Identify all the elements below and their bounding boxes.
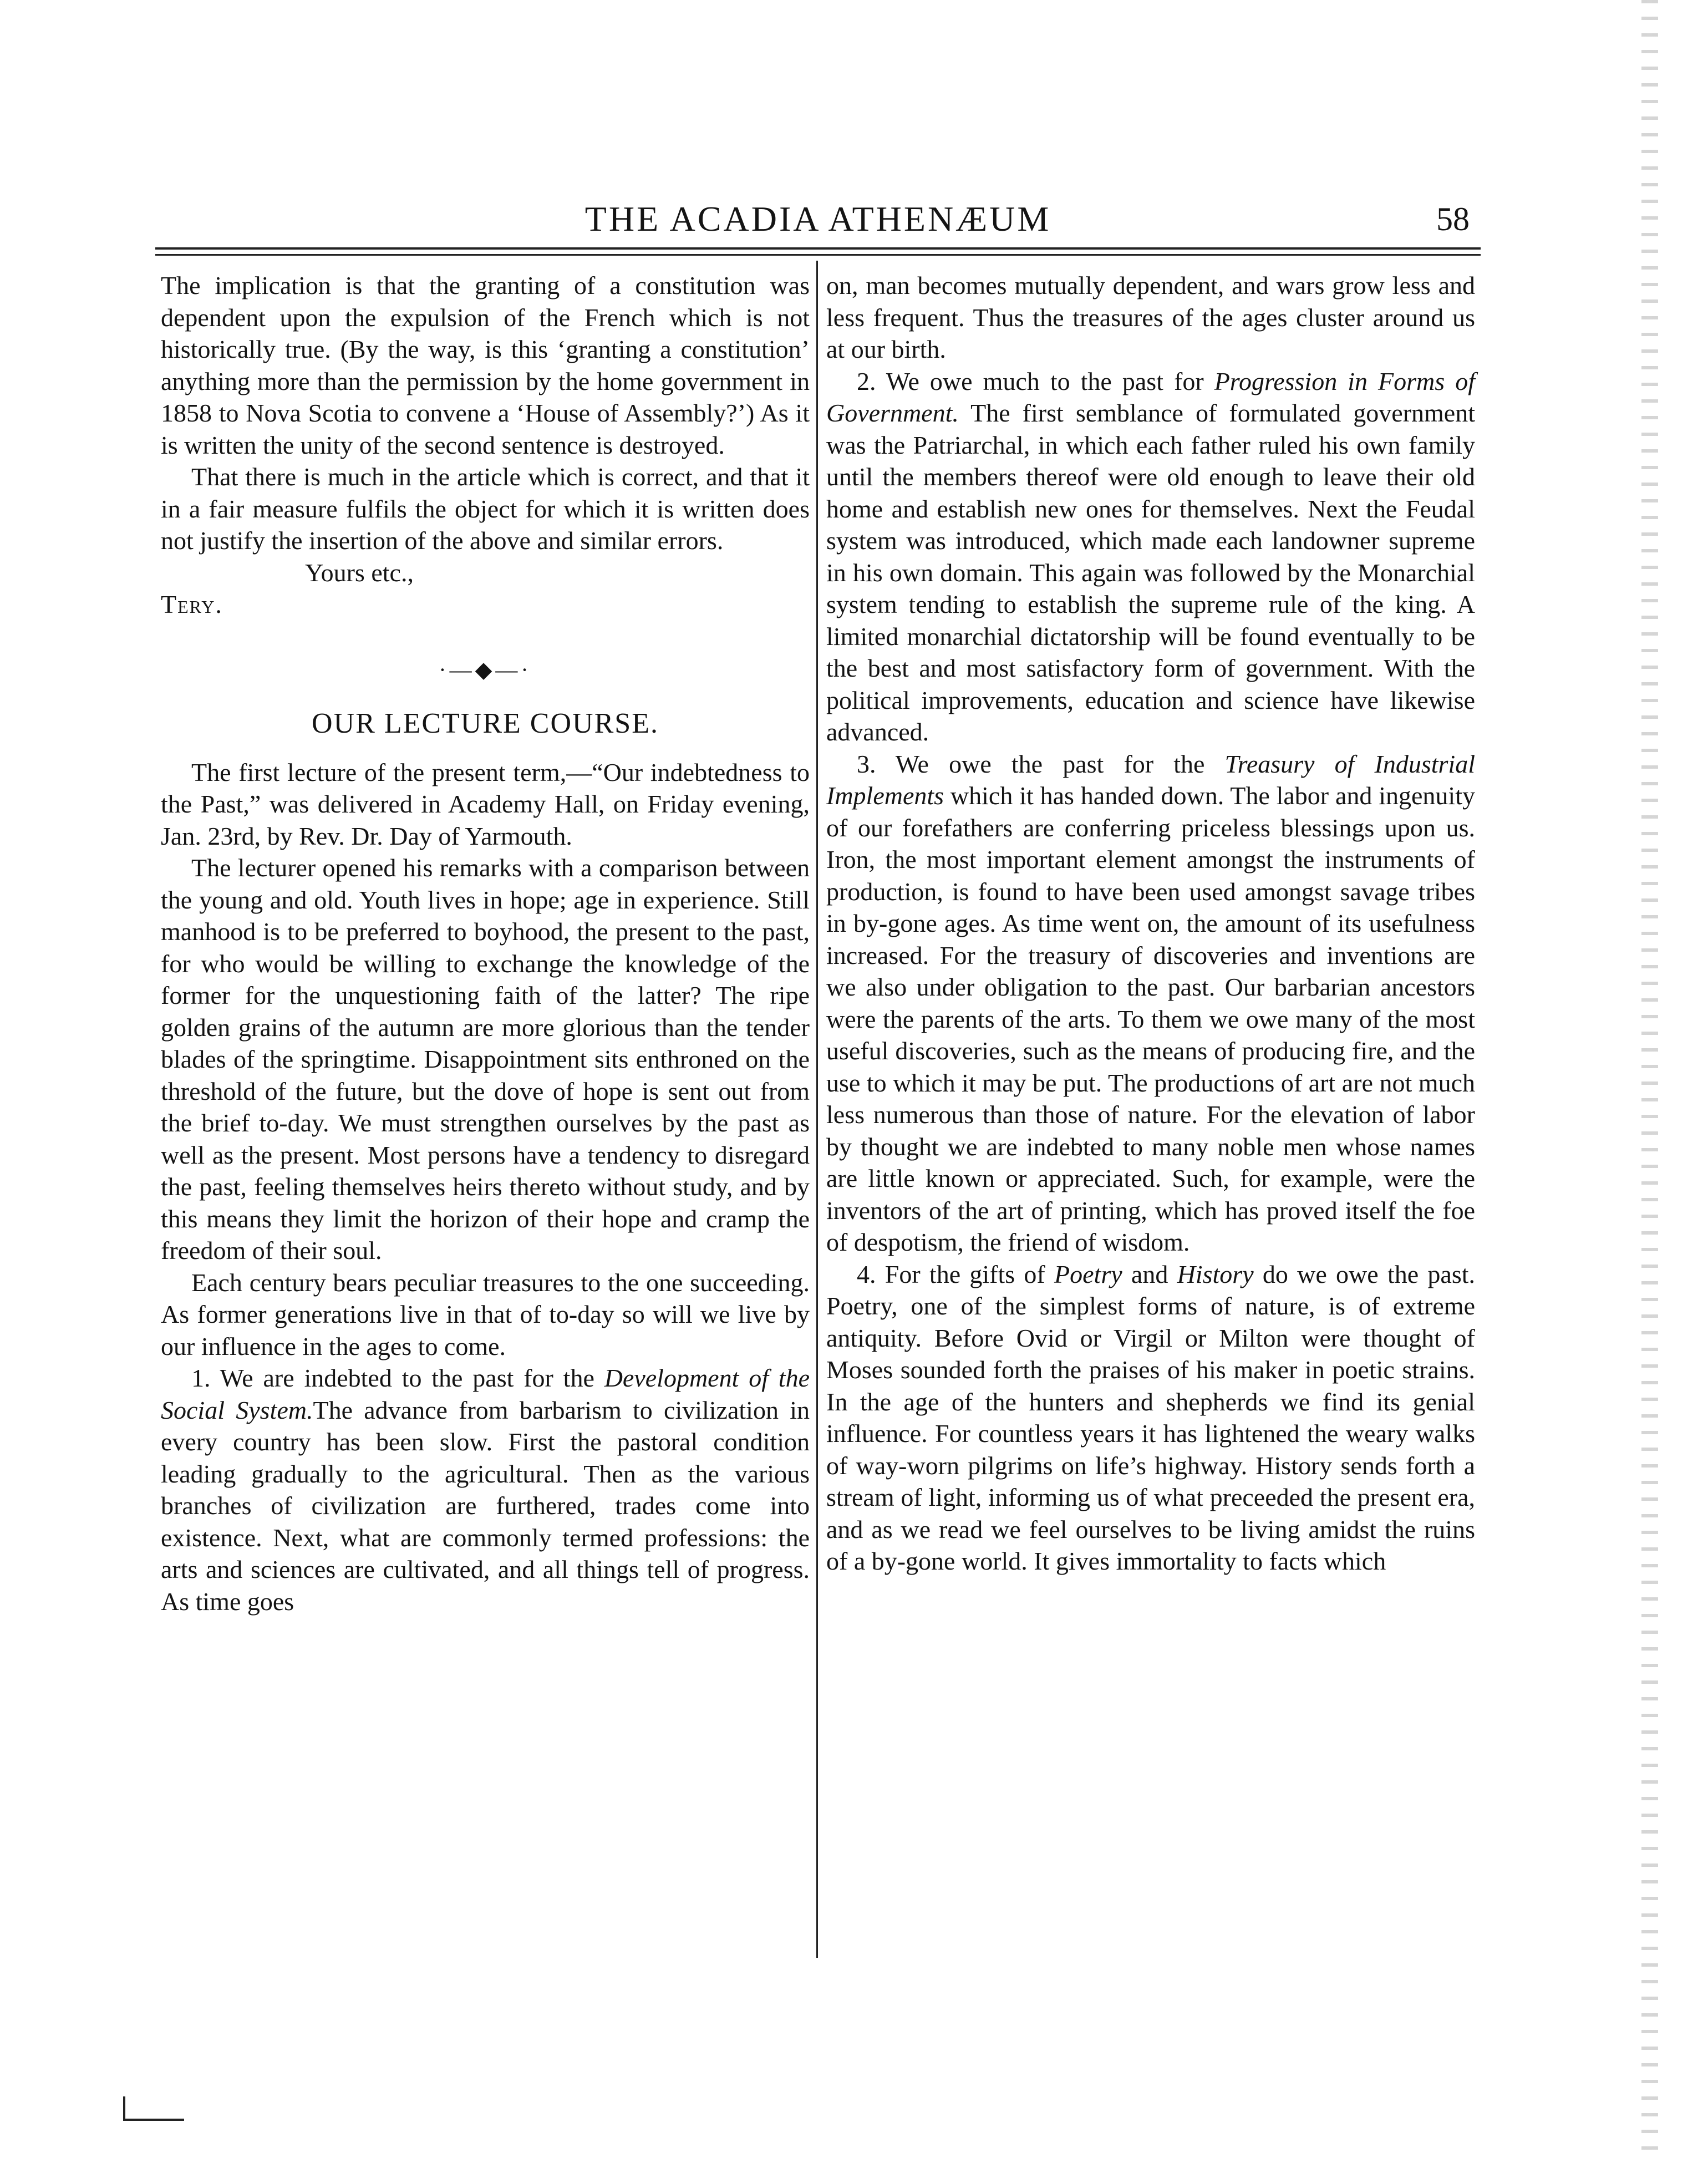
italic-topic: Treasury of Industrial Implements xyxy=(826,749,1475,810)
paragraph: That there is much in the article which is correct, and that it in a fair measure fulfils the object for which it is written does not justify the insertion of the above and similar errors. xyxy=(161,463,810,555)
paragraph-connector: and xyxy=(1122,1260,1177,1288)
paragraph: on, man becomes mutually dependent, and wars grow less and less frequent. Thus the treasures of the ages cluster around us at our birth. xyxy=(826,271,1475,363)
letter-signoff: Yours etc., xyxy=(305,558,414,587)
paragraph: Each century bears peculiar treasures to the one succeeding. As former generations live in that of to-day so will we live by our influence in the ages to come. xyxy=(161,1268,810,1360)
right-column xyxy=(826,270,1475,1967)
paragraph-body: which it has handed down. The labor and ingenuity of our forefathers are conferring priceless blessings upon us. Iron, the most important element amongst the instruments of production, is found to have been used amongst savage tribes in by-gone ages. As time went on, the amount of its usefulness increased. For the treasury of discoveries and inventions are we also under obligation to the past. Our barbarian ancestors were the parents of the arts. To them we owe many of the most useful discoveries, such as the means of producing fire, and the use to which it may be put. The productions of art are not much less numerous than those of nature. For the elevation of labor by thought we are indebted to many noble men whose names are little known or appreciated. Such, for example, were the inventors of the art of printing, which has proved itself the foe of despotism, the friend of wisdom. xyxy=(826,781,1475,1256)
letter-signature: Tery. xyxy=(161,590,223,618)
paragraph xyxy=(826,1258,1475,1577)
paragraph xyxy=(826,365,1475,748)
paragraph xyxy=(826,748,1475,1258)
paragraph-body: The first semblance of formulated government was the Patriarchal, in which each father ruled his own family until the members thereof were old enough to leave their old home and establish new ones for themselves. Next the Feudal system was introduced, which made each landowner supreme in his own domain. This again was followed by the Monarchial system tending to establish the supreme rule of the king. A limited monarchial dictatorship will be found eventually to be the best and most satisfactory form of government. With the political improvements, education and science have likewise advanced. xyxy=(826,399,1475,746)
left-column xyxy=(161,270,810,1967)
section-title: OUR LECTURE COURSE. xyxy=(312,708,659,739)
paragraph xyxy=(161,1362,810,1617)
paragraph: The first lecture of the present term,—“Our indebtedness to the Past,” was delivered in Academy Hall, on Friday evening, Jan. 23rd, by Rev. Dr. Day of Yarmouth. xyxy=(161,758,810,850)
italic-topic: Poetry xyxy=(1054,1260,1122,1288)
paragraph-lead: 2. We owe much to the past for xyxy=(857,367,1214,395)
paragraph: The implication is that the granting of a constitution was dependent upon the expulsion of the French which is not historically true. (By the way, is this ‘granting a constitution’ anything more than the permission by the home government in 1858 to Nova Scotia to convene a ‘House of Assembly?’) As it is written the unity of the second sentence is destroyed. xyxy=(161,271,810,459)
section-ornament: ·—◆—· xyxy=(439,657,532,682)
journal-title: THE ACADIA ATHENÆUM xyxy=(584,199,1051,238)
scan-edge-artifacts xyxy=(1641,0,1658,2158)
italic-topic: Progression in Forms of Government. xyxy=(826,367,1475,427)
paragraph: The lecturer opened his remarks with a comparison between the young and old. Youth lives in hope; age in experience. Still manhood is to be preferred to boyhood, the present to the past, for who would be willing to exchange the knowledge of the former for the unquestioning faith of the latter? The ripe golden grains of the autumn are more glorious than the tender blades of the springtime. Disappointment sits enthroned on the threshold of the future, but the dove of hope is sent out from the brief to-day. We must strengthen ourselves by the past as well as the present. Most persons have a tendency to disregard the past, feeling themselves heirs thereto without study, and by this means they limit the horizon of their hope and cramp the freedom of their soul. xyxy=(161,854,810,1265)
running-header xyxy=(155,194,1481,255)
paragraph-lead: 1. We are indebted to the past for the xyxy=(191,1364,604,1392)
paragraph-lead: 3. We owe the past for the xyxy=(857,749,1225,778)
paragraph-lead: 4. For the gifts of xyxy=(857,1260,1055,1288)
header-rule-bottom xyxy=(155,254,1481,256)
corner-crop-mark xyxy=(123,2119,184,2121)
header-rule-top xyxy=(155,247,1481,250)
column-divider xyxy=(816,261,818,1958)
italic-topic: Development of the Social System. xyxy=(161,1364,810,1424)
paragraph-body: do we owe the past. Poetry, one of the simplest forms of nature, is of extreme antiquity. Before Ovid or Virgil or Milton were thought of Moses sounded forth the praises of his maker in poetic strains. In the age of the hunters and shepherds we find its genial influence. For countless years it has lightened the weary walks of way-worn pilgrims on life’s highway. History sends forth a stream of light, informing us of what preceeded the present era, and as we read we feel ourselves to be living amidst the ruins of a by-gone world. It gives immortality to facts which xyxy=(826,1260,1476,1575)
page-number: 58 xyxy=(1436,201,1470,237)
paragraph-body: The advance from barbarism to civilization in every country has been slow. First the pastoral condition leading gradually to the agricultural. Then as the various branches of civilization are furthered, trades come into existence. Next, what are commonly termed professions: the arts and sciences are cultivated, and all things tell of progress. As time goes xyxy=(161,1395,810,1616)
italic-topic: History xyxy=(1177,1260,1254,1288)
corner-crop-mark xyxy=(123,2096,125,2120)
